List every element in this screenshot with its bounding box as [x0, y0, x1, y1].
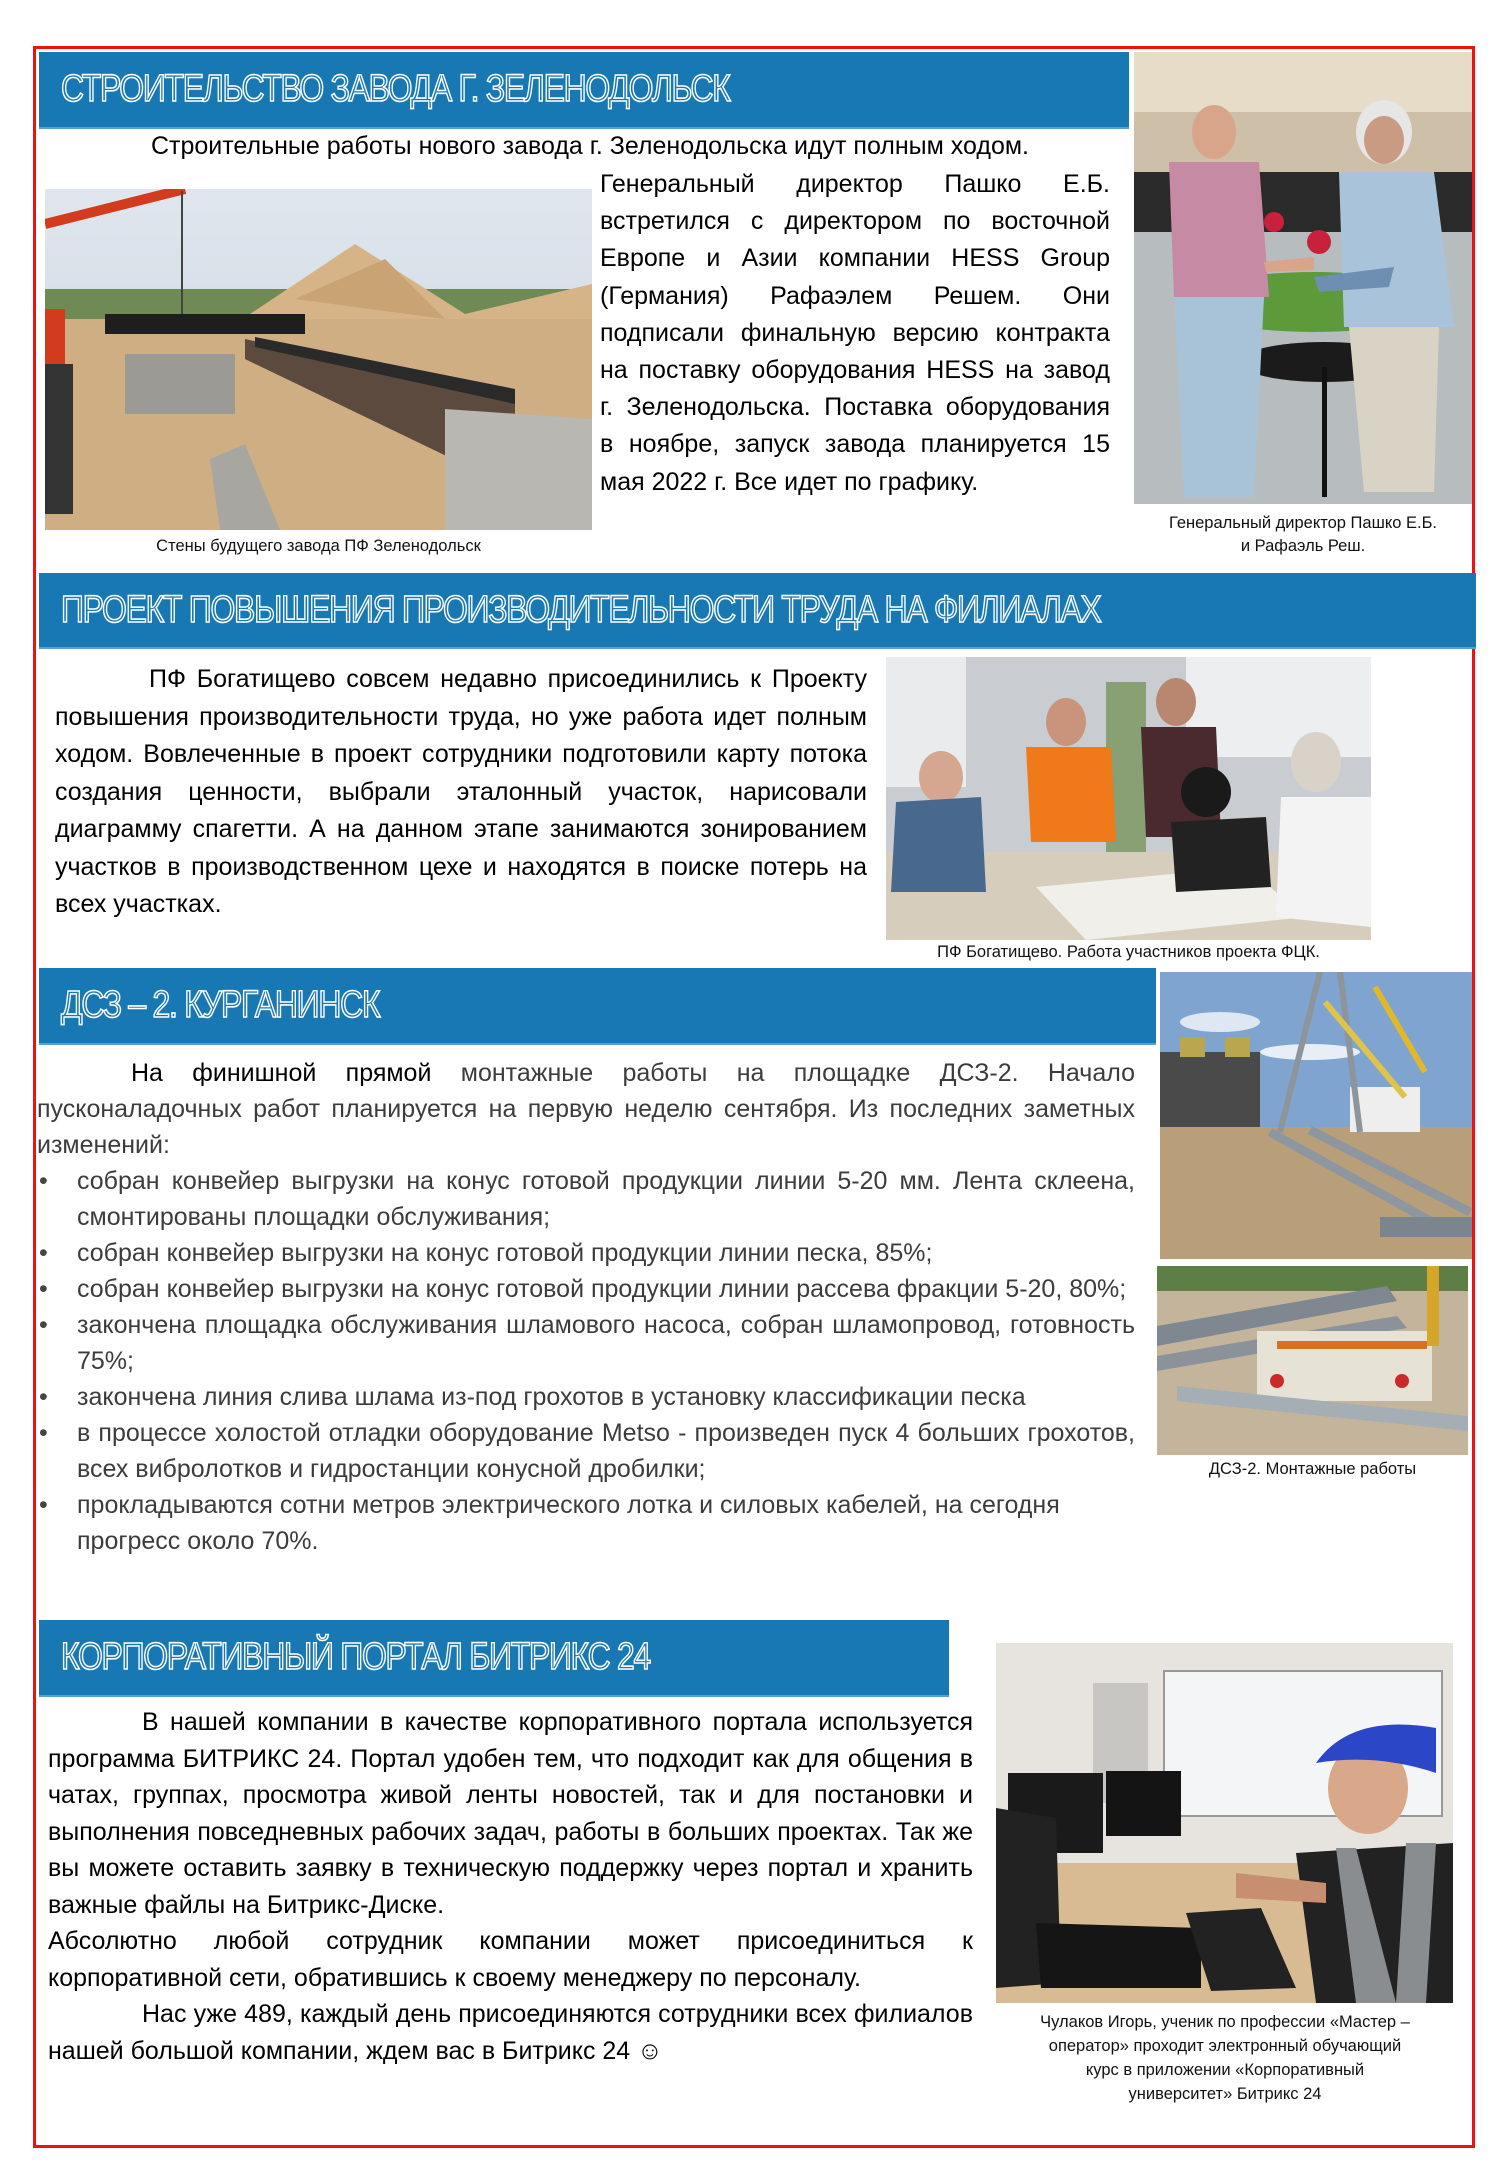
paragraph	[48, 1996, 973, 2069]
meeting-photo-caption	[886, 941, 1371, 964]
caption-line: Чулаков Игорь, ученик по профессии «Мастер –	[1040, 2013, 1410, 2031]
intro-bold: На финишной прямой	[131, 1059, 432, 1087]
section-body	[55, 661, 867, 924]
section-body	[48, 1704, 973, 2069]
section-header-bitrix	[39, 1620, 949, 1697]
lead-text: Строительные работы нового завода г. Зеленодольска идут полным ходом.	[150, 132, 1029, 160]
plant-photo-caption	[1150, 1458, 1475, 1481]
section-title: КОРПОРАТИВНЫЙ ПОРТАЛ БИТРИКС 24	[61, 1636, 651, 1678]
handshake-photo	[1134, 52, 1472, 504]
list-item-text: собран конвейер выгрузки на конус готовой продукции линии песка, 85%;	[77, 1239, 933, 1267]
list-item	[37, 1163, 1135, 1235]
list-item	[37, 1307, 1135, 1379]
paragraph-text: В нашей компании в качестве корпоративного портала используется программа БИТРИКС 24. Портал удобен тем, что подходит как для общения в чатах, группах, просмотра живой ленты новостей, так и для постановки и выполнения повседневных рабочих задач, работы в больших проектах. Так же вы можете оставить заявку в техническую поддержку через портал и хранить важные файлы на Битрикс-Диске.	[48, 1708, 973, 1919]
paragraph-text: Нас уже 489, каждый день присоединяются сотрудники всех филиалов нашей большой компании, ждем вас в Битрикс 24 ☺	[48, 2000, 973, 2065]
list-item-text: закончена площадка обслуживания шламового насоса, собран шламопровод, готовность 75%;	[77, 1311, 1135, 1375]
section-title: ДСЗ – 2. КУРГАНИНСК	[61, 984, 380, 1026]
list-item-text: в процессе холостой отладки оборудование Metso - произведен пуск 4 больших грохотов, всех вибролотков и гидростанции конусной дробилки;	[77, 1419, 1135, 1483]
body-text: ПФ Богатищево совсем недавно присоединились к Проекту повышения производительности труда, но уже работа идет полным ходом. Вовлеченные в проект сотрудники подготовили карту потока создания ценности, выбрали эталонный участок, нарисовали диаграмму спагетти. А на данном этапе занимаются зонированием участков в производственном цехе и находятся в поиске потерь на всех участках.	[55, 665, 867, 918]
list-item	[37, 1235, 1135, 1271]
office-photo-caption	[985, 2010, 1465, 2106]
section-header-productivity	[39, 573, 1476, 649]
body-text: Генеральный директор Пашко Е.Б. встретился с директором по восточной Европе и Азии компании HESS Group (Германия) Рафаэлем Решем. Они подписали финальную версию контракта на поставку оборудования HESS на завод г. Зеленодольска. Поставка оборудования в ноябре, запуск завода планируется 15 мая 2022 г. Все идет по графику.	[600, 170, 1110, 496]
list-item-text: прокладываются сотни метров электрического лотка и силовых кабелей, на сегодня прогресс около 70%.	[77, 1491, 1060, 1555]
meeting-photo	[886, 657, 1371, 940]
caption-text: ПФ Богатищево. Работа участников проекта ФЦК.	[937, 943, 1320, 961]
list-item	[37, 1487, 1135, 1559]
construction-site-photo	[45, 189, 592, 530]
caption-line: оператор» проходит электронный обучающий	[1048, 2037, 1402, 2055]
intro-paragraph	[37, 1055, 1135, 1163]
caption-text: Стены будущего завода ПФ Зеленодольск	[156, 537, 481, 555]
section-title: ПРОЕКТ ПОВЫШЕНИЯ ПРОИЗВОДИТЕЛЬНОСТИ ТРУДА НА ФИЛИАЛАХ	[61, 588, 1101, 631]
section-title: СТРОИТЕЛЬСТВО ЗАВОДА Г. ЗЕЛЕНОДОЛЬСК	[61, 68, 730, 110]
section-body	[37, 1055, 1135, 1559]
intro-rest: монтажные работы на площадке ДСЗ-2. Начало пусконаладочных работ планируется на первую неделю сентября. Из последних заметных изменений:	[37, 1059, 1135, 1159]
caption-line: Генеральный директор Пашко Е.Б.	[1169, 514, 1437, 532]
conveyor-plant-photo	[1157, 1266, 1468, 1455]
list-item	[37, 1379, 1135, 1415]
section-header-zelenodolsk	[39, 52, 1129, 129]
list-item-text: закончена линия слива шлама из-под грохотов в установку классификации песка	[77, 1383, 1026, 1411]
list-item-text: собран конвейер выгрузки на конус готовой продукции линии 5-20 мм. Лента склеена, смонтированы площадки обслуживания;	[77, 1167, 1135, 1231]
caption-line: и Рафаэль Реш.	[1240, 537, 1366, 555]
section-lead	[45, 128, 1135, 164]
paragraph	[48, 1923, 973, 1996]
section-header-dsz2	[39, 968, 1156, 1045]
paragraph	[48, 1704, 973, 1923]
section-body	[600, 166, 1110, 501]
office-worker-photo	[996, 1643, 1453, 2003]
caption-text: ДСЗ-2. Монтажные работы	[1208, 1460, 1417, 1478]
caption-line: курс в приложении «Корпоративный	[1085, 2061, 1365, 2079]
caption-line: университет» Битрикс 24	[1128, 2085, 1322, 2103]
list-item	[37, 1415, 1135, 1487]
handshake-photo-caption	[1128, 512, 1478, 558]
list-item	[37, 1271, 1135, 1307]
crane-tower-photo	[1160, 972, 1472, 1259]
progress-list	[37, 1163, 1135, 1559]
list-item-text: собран конвейер выгрузки на конус готовой продукции линии рассева фракции 5-20, 80%;	[77, 1275, 1127, 1303]
paragraph-text: Абсолютно любой сотрудник компании может присоединиться к корпоративной сети, обратившись к своему менеджеру по персоналу.	[48, 1927, 973, 1992]
construction-photo-caption	[45, 535, 592, 558]
